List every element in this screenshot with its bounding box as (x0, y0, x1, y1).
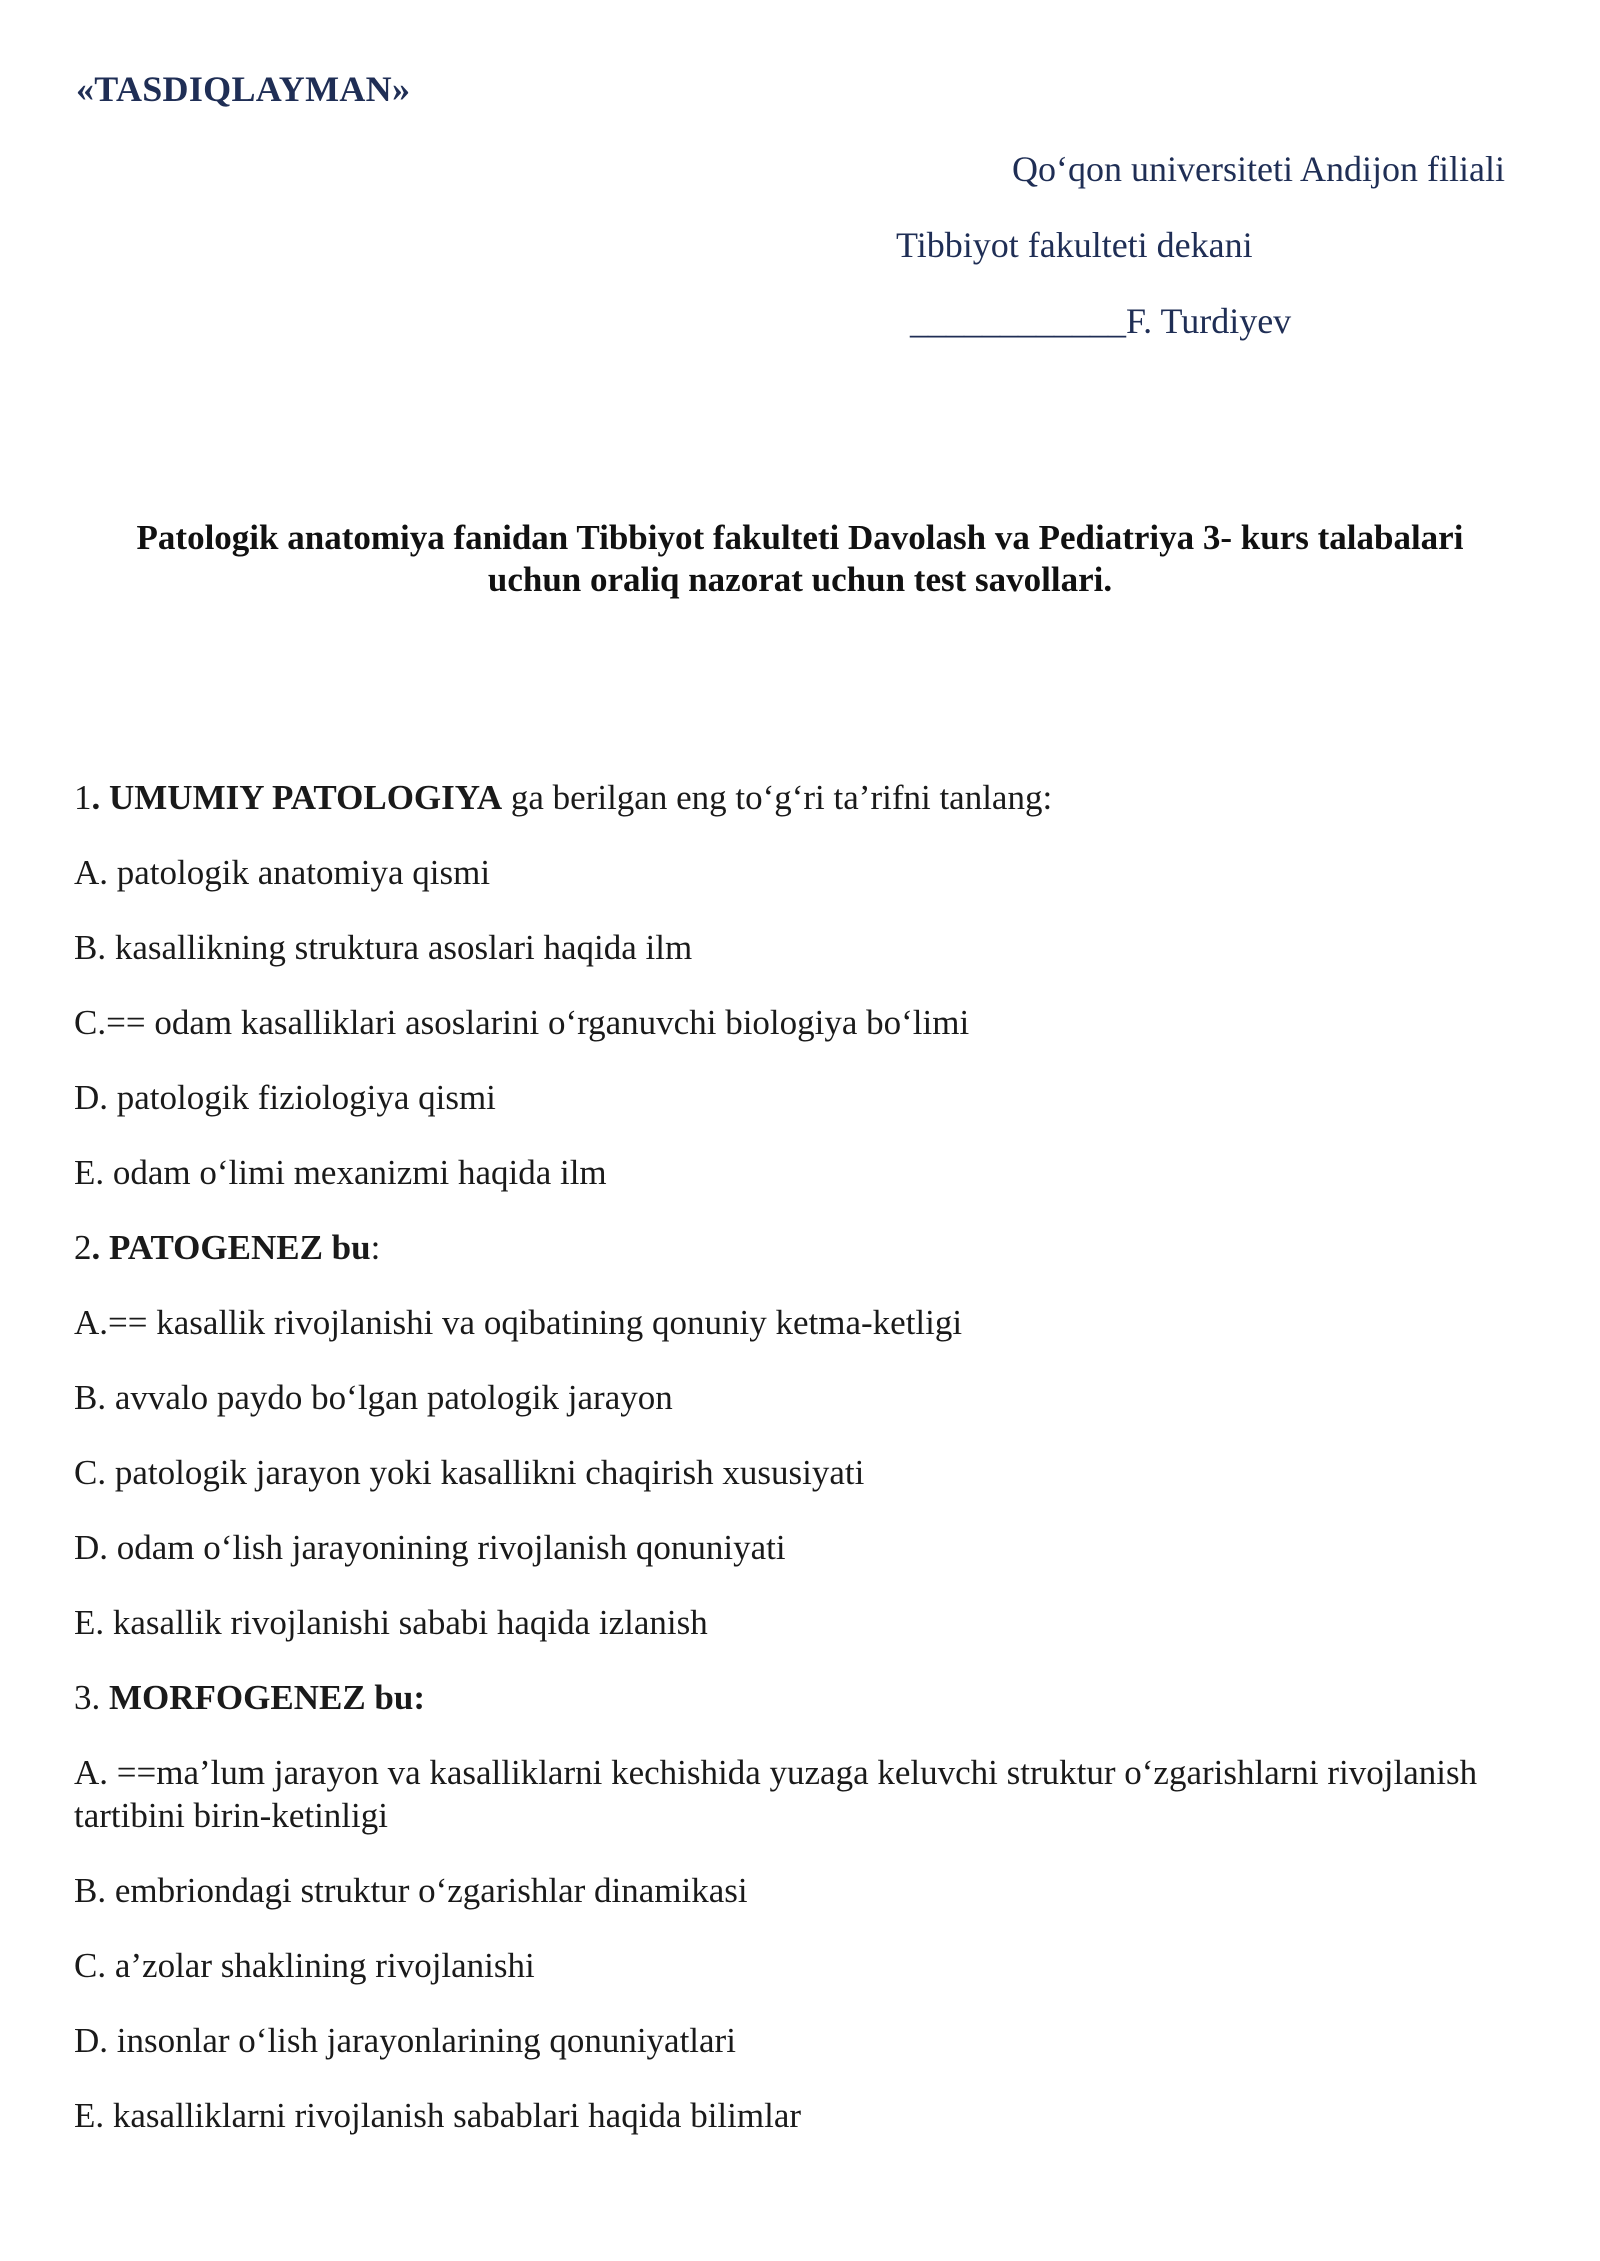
question-2 (74, 1226, 1534, 1676)
option-d: D. odam o‘lish jarayonining rivojlanish qonuniyati (74, 1528, 786, 1567)
university-branch-line: Qo‘qon universiteti Andijon filiali (1012, 149, 1505, 189)
option-e: E. kasallik rivojlanishi sababi haqida izlanish (74, 1603, 708, 1642)
question-3 (74, 1676, 1534, 2169)
question-separator: . (91, 1678, 109, 1717)
option-d: D. insonlar o‘lish jarayonlarining qonuniyatlari (74, 2021, 736, 2060)
question-separator: . (91, 778, 109, 817)
option-a: A.== kasallik rivojlanishi va oqibatining qonuniy ketma-ketligi (74, 1303, 963, 1342)
question-prompt (74, 1226, 1534, 1301)
option-c: C.== odam kasalliklari asoslarini o‘rganuvchi biologiya bo‘limi (74, 1003, 970, 1042)
question-prompt (74, 1676, 1534, 1751)
question-term: UMUMIY PATOLOGIYA (109, 778, 503, 817)
option-d: D. patologik fiziologiya qismi (74, 1078, 496, 1117)
option-b: B. avvalo paydo bo‘lgan patologik jarayon (74, 1378, 673, 1417)
question-term: MORFOGENEZ bu: (109, 1678, 426, 1717)
question-number: 1 (74, 778, 92, 817)
signature-line (910, 300, 1291, 342)
question-number: 2 (74, 1228, 92, 1267)
option-c: C. a’zolar shaklining rivojlanishi (74, 1946, 535, 1985)
approval-heading: «TASDIQLAYMAN» (76, 69, 411, 109)
title-line-1: Patologik anatomiya fanidan Tibbiyot fakulteti Davolash va Pediatriya 3- kurs talabalari (136, 518, 1464, 557)
document-title (70, 517, 1530, 601)
dean-title-line: Tibbiyot fakulteti dekani (896, 225, 1253, 265)
option-e: E. odam o‘limi mexanizmi haqida ilm (74, 1153, 607, 1192)
question-prompt (74, 776, 1534, 851)
question-1 (74, 776, 1534, 1226)
option-e: E. kasalliklarni rivojlanish sabablari haqida bilimlar (74, 2096, 802, 2135)
signer-name: F. Turdiyev (1126, 301, 1292, 341)
signature-blank: ____________ (910, 301, 1126, 341)
option-b: B. embriondagi struktur o‘zgarishlar dinamikasi (74, 1871, 748, 1910)
option-c: C. patologik jarayon yoki kasallikni chaqirish xususiyati (74, 1453, 865, 1492)
question-list (74, 776, 1534, 2169)
option-b: B. kasallikning struktura asoslari haqida ilm (74, 928, 693, 967)
question-text: ga berilgan eng to‘g‘ri ta’rifni tanlang: (502, 778, 1053, 817)
question-separator: . (91, 1228, 109, 1267)
option-a: A. patologik anatomiya qismi (74, 853, 491, 892)
question-number: 3 (74, 1678, 92, 1717)
question-term: PATOGENEZ bu (109, 1228, 371, 1267)
title-line-2: uchun oraliq nazorat uchun test savollari. (487, 560, 1113, 599)
option-a: A. ==ma’lum jarayon va kasalliklarni kechishida yuzaga keluvchi struktur o‘zgarishlarni rivojlanish tartibini birin-ketinligi (74, 1753, 1478, 1835)
question-text: : (370, 1228, 381, 1267)
